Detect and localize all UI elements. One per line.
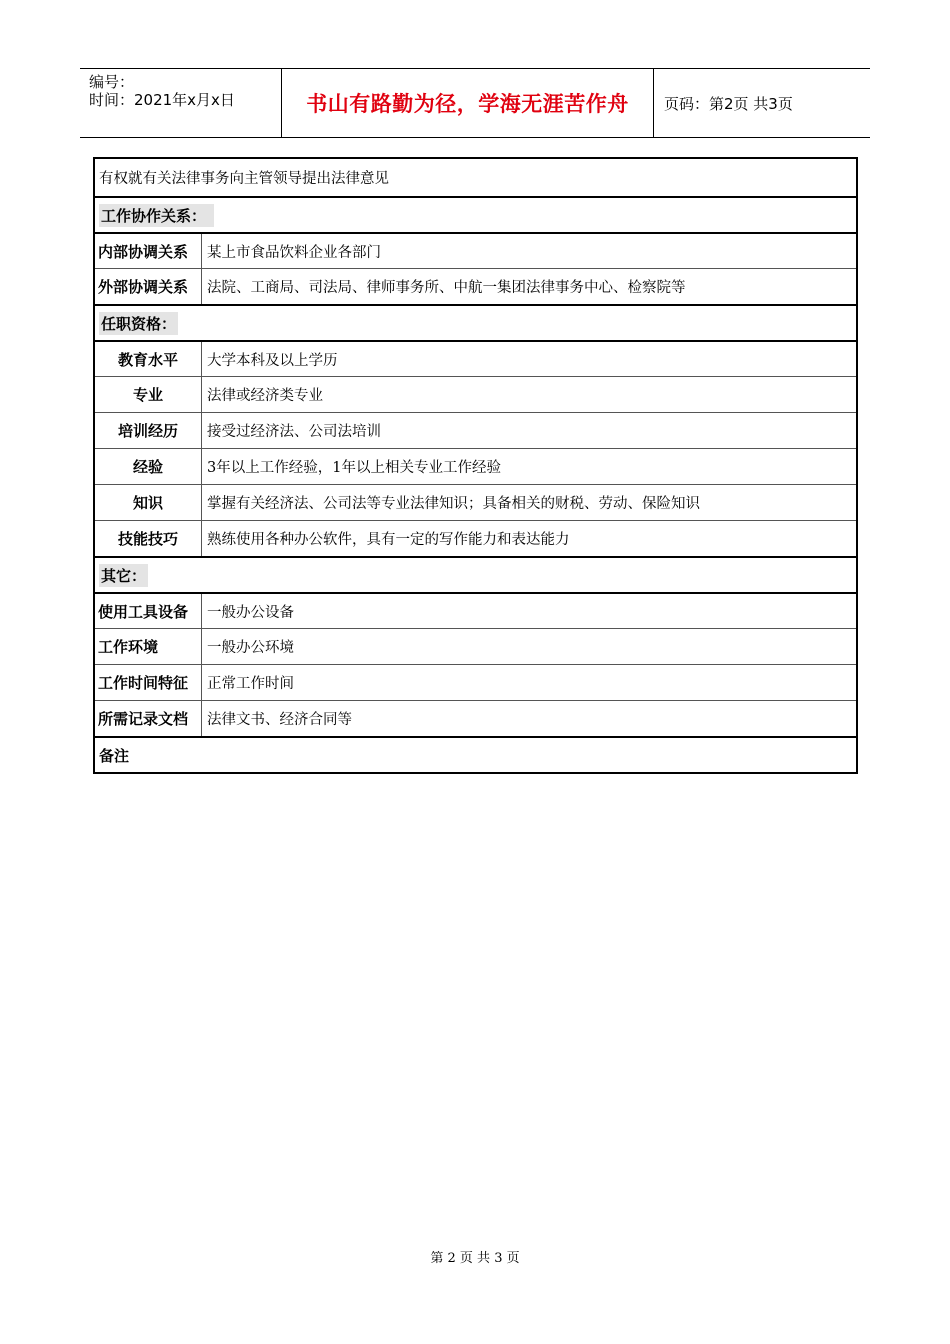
external-relation-value: 法院、工商局、司法局、律师事务所、中航一集团法律事务中心、检察院等 — [207, 280, 686, 296]
qualification-value: 3年以上工作经验，1年以上相关专业工作经验 — [207, 460, 501, 476]
section-row-cooperation — [95, 196, 856, 232]
table-row — [95, 448, 856, 484]
other-label: 使用工具设备 — [95, 594, 202, 628]
qualification-label: 教育水平 — [95, 342, 202, 376]
other-value: 正常工作时间 — [207, 676, 294, 692]
table-row — [95, 592, 856, 628]
table-row — [95, 412, 856, 448]
remarks-row — [95, 736, 856, 772]
remarks-label: 备注 — [99, 746, 130, 765]
job-description-table — [93, 157, 858, 774]
table-row — [95, 520, 856, 556]
table-row — [95, 484, 856, 520]
qualification-value: 大学本科及以上学历 — [207, 352, 338, 369]
other-label: 工作环境 — [95, 629, 202, 664]
qualification-label: 知识 — [95, 485, 202, 520]
authority-text: 有权就有关法律事务向主管领导提出法律意见 — [99, 171, 389, 187]
section-title-cooperation: 工作协作关系： — [99, 204, 214, 227]
table-row — [95, 700, 856, 736]
other-label: 所需记录文档 — [95, 701, 202, 736]
section-row-qualification — [95, 304, 856, 340]
other-label: 工作时间特征 — [95, 665, 202, 700]
qualification-value: 接受过经济法、公司法培训 — [207, 424, 381, 440]
section-row-other — [95, 556, 856, 592]
other-value: 法律文书、经济合同等 — [207, 712, 352, 728]
other-value: 一般办公设备 — [207, 604, 294, 621]
header-page-info: 页码：第2页 共3页 — [664, 95, 793, 113]
section-title-other: 其它： — [99, 564, 148, 587]
section-title-qualification: 任职资格： — [99, 312, 178, 335]
document-number-label: 编号： — [89, 73, 135, 91]
internal-relation-label: 内部协调关系 — [95, 234, 202, 268]
internal-relation-value: 某上市食品饮料企业各部门 — [207, 244, 381, 261]
table-row — [95, 340, 856, 376]
qualification-value: 熟练使用各种办公软件，具有一定的写作能力和表达能力 — [207, 532, 570, 548]
table-row — [95, 664, 856, 700]
qualification-label: 经验 — [95, 449, 202, 484]
document-time-label: 时间：2021年x月x日 — [89, 91, 235, 109]
table-row — [95, 628, 856, 664]
other-value: 一般办公环境 — [207, 640, 294, 656]
page-footer: 第 2 页 共 3 页 — [430, 1251, 520, 1266]
qualification-label: 专业 — [95, 377, 202, 412]
table-row — [95, 232, 856, 268]
table-row — [95, 268, 856, 304]
qualification-label: 技能技巧 — [95, 521, 202, 556]
table-row — [95, 159, 856, 196]
external-relation-label: 外部协调关系 — [95, 269, 202, 304]
header-motto: 书山有路勤为径，学海无涯苦作舟 — [282, 69, 654, 137]
qualification-label: 培训经历 — [95, 413, 202, 448]
qualification-value: 法律或经济类专业 — [207, 388, 323, 404]
table-row — [95, 376, 856, 412]
qualification-value: 掌握有关经济法、公司法等专业法律知识；具备相关的财税、劳动、保险知识 — [207, 496, 700, 512]
page-header — [80, 68, 870, 138]
header-meta — [80, 69, 282, 137]
